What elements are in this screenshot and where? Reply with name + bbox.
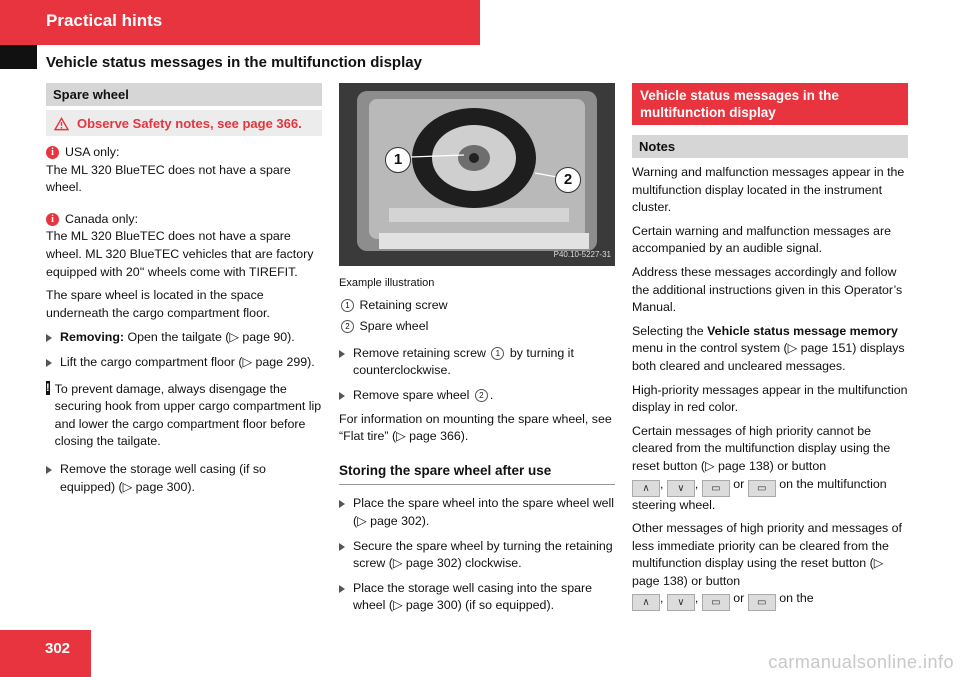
info-canada: [46, 211, 322, 281]
bullet-arrow-icon: [339, 543, 345, 551]
notes-paragraph-6: [632, 423, 908, 514]
separator: or: [733, 591, 745, 606]
step-text: Remove spare wheel: [353, 387, 470, 402]
legend-2: [339, 318, 615, 336]
damage-note-text: To prevent damage, always disengage the securing hook from upper cargo compartment lip and lower the cargo compartment floor before closing the tailgate.: [54, 381, 322, 449]
text: on the: [779, 591, 814, 606]
step-remove-wheel: [339, 387, 615, 405]
ref-number: 1: [491, 347, 504, 360]
chapter-title: Practical hints: [46, 11, 163, 30]
step-text: Place the spare wheel into the spare wheel well (▷ page 302).: [353, 496, 615, 528]
up-button-icon: ∧: [632, 480, 660, 497]
text: Other messages of high priority and messages of less immediate priority can be cleared from the multifunction display using the reset button (▷ page 138) or button: [632, 521, 902, 588]
ref-number: 2: [475, 389, 488, 402]
column-middle: [339, 83, 615, 615]
legend-text: Retaining screw: [359, 297, 448, 312]
next-display-button-icon: ▭: [702, 594, 730, 611]
warning-triangle-icon: [54, 117, 69, 131]
warning-text: Observe Safety notes, see page 366.: [77, 116, 302, 131]
legend-1: [339, 297, 615, 315]
heading-vehicle-status: Vehicle status messages in the multifunction display: [632, 83, 908, 125]
section-marker: [0, 45, 37, 69]
text: menu in the control system (▷ page 151) displays both cleared and uncleared messages.: [632, 341, 905, 373]
bullet-arrow-icon: [339, 350, 345, 358]
callout-1: 1: [385, 147, 411, 173]
location-paragraph: The spare wheel is located in the space underneath the cargo compartment floor.: [46, 288, 270, 320]
column-left: [46, 83, 322, 496]
info-canada-text: The ML 320 BlueTEC does not have a spare wheel. ML 320 BlueTEC vehicles that are factory equipped with 20'' wheels come with TIREFIT.: [46, 229, 314, 279]
info-usa-label: USA only:: [65, 145, 120, 159]
step-remove-casing: [46, 461, 322, 496]
mounting-paragraph: For information on mounting the spare wheel, see “Flat tire” (▷ page 366).: [339, 411, 612, 444]
text: Selecting the: [632, 323, 708, 338]
step-open-tailgate: [46, 329, 322, 347]
step-text: Lift the cargo compartment floor (▷ page 299).: [60, 354, 315, 369]
photo-caption: Example illustration: [339, 277, 435, 289]
step-place-wheel: [339, 495, 615, 530]
bullet-arrow-icon: [339, 585, 345, 593]
info-canada-label: Canada only:: [65, 211, 139, 226]
heading-storing: Storing the spare wheel after use: [339, 462, 615, 486]
section-title: Vehicle status messages in the multifunction display: [46, 54, 422, 71]
bullet-arrow-icon: [339, 392, 345, 400]
separator: ,: [660, 591, 664, 606]
heading-notes: Notes: [632, 135, 908, 158]
spare-wheel-photo: [339, 83, 615, 266]
step-text: .: [489, 387, 494, 402]
text: on the multifunction steering wheel.: [632, 476, 887, 512]
safety-warning: [46, 110, 322, 136]
step-text: Secure the spare wheel by turning the retaining screw (▷ page 302) clockwise.: [353, 538, 613, 571]
step-lift-floor: [46, 354, 322, 372]
step-secure-wheel: [339, 538, 615, 573]
text: Certain messages of high priority cannot be cleared from the multifunction display using the reset button (▷ page 138) or button: [632, 423, 891, 473]
down-button-icon: ∨: [667, 594, 695, 611]
bullet-arrow-icon: [339, 500, 345, 508]
prev-display-button-icon: ▭: [748, 480, 776, 497]
notes-paragraph-5: High-priority messages appear in the multifunction display in red color.: [632, 382, 908, 415]
info-usa-text: The ML 320 BlueTEC does not have a spare wheel.: [46, 162, 291, 195]
bullet-arrow-icon: [46, 466, 52, 474]
legend-number: 1: [341, 299, 354, 312]
step-place-casing: [339, 580, 615, 615]
notes-paragraph-4: [632, 323, 908, 376]
step-text: Place the storage well casing into the spare wheel (▷ page 300) (if so equipped).: [353, 580, 593, 613]
bullet-arrow-icon: [46, 359, 52, 367]
down-button-icon: ∨: [667, 480, 695, 497]
next-display-button-icon: ▭: [702, 480, 730, 497]
step-text: Remove the storage well casing (if so equipped) (▷ page 300).: [60, 461, 266, 494]
up-button-icon: ∧: [632, 594, 660, 611]
column-right: [632, 83, 908, 611]
caution-icon: !: [46, 381, 50, 394]
step-text: by turning it counterclockwise.: [353, 345, 574, 378]
info-icon: i: [46, 213, 59, 226]
damage-note: [46, 381, 322, 451]
legend-text: Spare wheel: [359, 319, 429, 334]
photo-code: P40.10-5227-31: [553, 250, 611, 260]
info-icon: i: [46, 146, 59, 159]
separator: ,: [660, 476, 664, 491]
separator: ,: [694, 476, 699, 491]
separator: ,: [694, 591, 699, 606]
notes-paragraph-3: Address these messages accordingly and follow the additional instructions given in this Operator’s Manual.: [632, 264, 903, 315]
menu-name: Vehicle status message memory: [707, 323, 898, 338]
bullet-arrow-icon: [46, 334, 52, 342]
step-label-removing: Removing:: [60, 330, 125, 345]
notes-paragraph-1: Warning and malfunction messages appear in the multifunction display located in the instrument cluster.: [632, 165, 905, 215]
step-text: Remove retaining screw: [353, 345, 486, 360]
page-number: 302: [45, 640, 71, 657]
info-usa: [46, 144, 322, 197]
separator: or: [733, 476, 745, 491]
callout-2: 2: [555, 167, 581, 193]
notes-paragraph-2: Certain warning and malfunction messages are accompanied by an audible signal.: [632, 223, 891, 256]
step-text: Open the tailgate (▷ page 90).: [124, 330, 295, 345]
step-remove-screw: [339, 345, 615, 380]
prev-display-button-icon: ▭: [748, 594, 776, 611]
notes-paragraph-7: [632, 520, 908, 611]
heading-spare-wheel: Spare wheel: [46, 83, 322, 106]
legend-number: 2: [341, 320, 354, 333]
watermark: carmanualsonline.info: [768, 652, 954, 672]
